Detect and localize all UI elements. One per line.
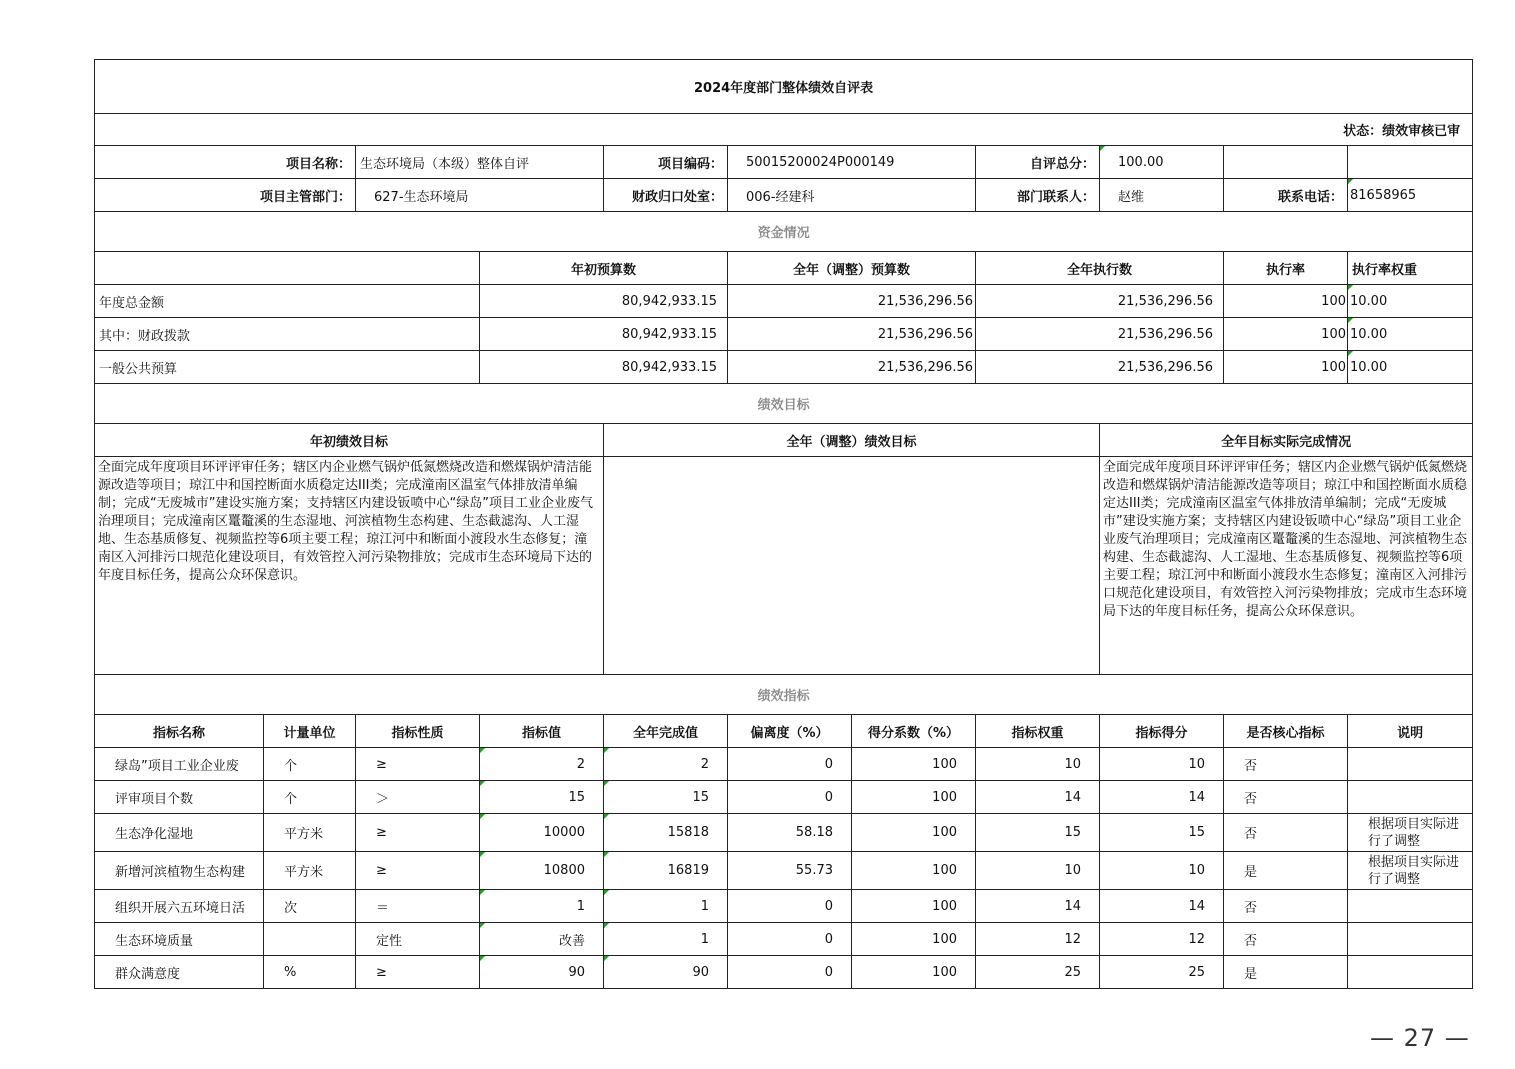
fund-name: 一般公共预算 — [95, 351, 480, 384]
funds-header-initial: 年初预算数 — [480, 252, 728, 285]
goals-header-adjusted: 全年（调整）绩效目标 — [604, 424, 1100, 457]
fund-executed: 21,536,296.56 — [976, 351, 1224, 384]
phone-value: 81658965 — [1348, 179, 1473, 212]
project-name-value: 生态环境局（本级）整体自评 — [356, 146, 604, 179]
ind-header-core: 是否核心指标 — [1224, 715, 1348, 748]
ind-weight: 14 — [976, 890, 1100, 923]
project-name-label: 项目名称： — [95, 146, 356, 179]
page-title: 2024年度部门整体绩效自评表 — [95, 60, 1473, 114]
ind-deviation: 55.73 — [728, 852, 852, 890]
ind-note: 根据项目实际进行了调整 — [1348, 852, 1473, 890]
funds-header-weight: 执行率权重 — [1348, 252, 1473, 285]
ind-nature: ＝ — [356, 890, 480, 923]
ind-name: 组织开展六五环境日活 — [95, 890, 264, 923]
ind-actual: 15 — [604, 781, 728, 814]
goals-section-heading: 绩效目标 — [95, 384, 1473, 424]
ind-coef: 100 — [852, 923, 976, 956]
goals-header-initial: 年初绩效目标 — [95, 424, 604, 457]
fund-adjusted: 21,536,296.56 — [728, 285, 976, 318]
ind-name: 绿岛”项目工业企业废 — [95, 748, 264, 781]
ind-target: 10000 — [480, 814, 604, 852]
funds-header-blank — [95, 252, 480, 285]
finance-value: 006-经建科 — [728, 179, 976, 212]
ind-name: 生态环境质量 — [95, 923, 264, 956]
ind-deviation: 0 — [728, 781, 852, 814]
ind-unit — [264, 923, 356, 956]
ind-header-weight: 指标权重 — [976, 715, 1100, 748]
ind-coef: 100 — [852, 956, 976, 989]
empty-cell — [1348, 146, 1473, 179]
fund-adjusted: 21,536,296.56 — [728, 351, 976, 384]
table-row — [95, 923, 1473, 956]
ind-note — [1348, 923, 1473, 956]
ind-unit: 个 — [264, 748, 356, 781]
ind-score: 15 — [1100, 814, 1224, 852]
fund-rate: 100 — [1224, 285, 1348, 318]
ind-header-actual: 全年完成值 — [604, 715, 728, 748]
fund-initial: 80,942,933.15 — [480, 318, 728, 351]
ind-coef: 100 — [852, 852, 976, 890]
ind-nature: ≥ — [356, 814, 480, 852]
dept-value: 627-生态环境局 — [356, 179, 604, 212]
ind-score: 10 — [1100, 748, 1224, 781]
indicators-section-heading: 绩效指标 — [95, 675, 1473, 715]
ind-coef: 100 — [852, 890, 976, 923]
fund-weight: 10.00 — [1348, 285, 1473, 318]
ind-header-coef: 得分系数（%） — [852, 715, 976, 748]
ind-core: 否 — [1224, 890, 1348, 923]
ind-weight: 12 — [976, 923, 1100, 956]
fund-executed: 21,536,296.56 — [976, 285, 1224, 318]
ind-unit: % — [264, 956, 356, 989]
total-score-value: 100.00 — [1100, 146, 1224, 179]
ind-name: 评审项目个数 — [95, 781, 264, 814]
page-number: — 27 — — [1370, 1024, 1470, 1052]
fund-initial: 80,942,933.15 — [480, 351, 728, 384]
goal-adjusted-text — [604, 457, 1100, 675]
ind-weight: 14 — [976, 781, 1100, 814]
ind-nature: 定性 — [356, 923, 480, 956]
total-score-label: 自评总分： — [976, 146, 1100, 179]
ind-nature: ≥ — [356, 852, 480, 890]
ind-weight: 15 — [976, 814, 1100, 852]
funds-section-heading: 资金情况 — [95, 212, 1473, 252]
fund-initial: 80,942,933.15 — [480, 285, 728, 318]
table-row — [95, 814, 1473, 852]
ind-target: 90 — [480, 956, 604, 989]
ind-target: 10800 — [480, 852, 604, 890]
ind-core: 否 — [1224, 748, 1348, 781]
ind-actual: 2 — [604, 748, 728, 781]
fund-executed: 21,536,296.56 — [976, 318, 1224, 351]
ind-coef: 100 — [852, 781, 976, 814]
ind-header-note: 说明 — [1348, 715, 1473, 748]
ind-deviation: 0 — [728, 956, 852, 989]
project-code-value: 50015200024P000149 — [728, 146, 976, 179]
ind-coef: 100 — [852, 748, 976, 781]
ind-deviation: 0 — [728, 890, 852, 923]
table-row — [95, 285, 1473, 318]
ind-header-target: 指标值 — [480, 715, 604, 748]
ind-name: 群众满意度 — [95, 956, 264, 989]
ind-name: 生态净化湿地 — [95, 814, 264, 852]
table-row — [95, 351, 1473, 384]
ind-actual: 1 — [604, 923, 728, 956]
dept-label: 项目主管部门： — [95, 179, 356, 212]
table-row — [95, 956, 1473, 989]
ind-deviation: 0 — [728, 748, 852, 781]
fund-name: 年度总金额 — [95, 285, 480, 318]
phone-label: 联系电话： — [1224, 179, 1348, 212]
goal-actual-text: 全面完成年度项目环评评审任务；辖区内企业燃气锅炉低氮燃烧改造和燃煤锅炉清洁能源改造等项目；琼江中和国控断面水质稳定达III类；完成潼南区温室气体排放清单编制；完成“无废城市”建设实施方案；支持辖区内建设钣喷中心“绿岛”项目工业企业废气治理项目；完成潼南区鼍鼇溪的生态湿地、河滨植物生态构建、生态截滤沟、人工湿地、生态基质修复、视频监控等6项主要工程；琼江河中和断面小渡段水生态修复；潼南区入河排污口规范化建设项目，有效管控入河污染物排放；完成市生态环境局下达的年度目标任务，提高公众环保意识。 — [1100, 457, 1473, 675]
ind-unit: 次 — [264, 890, 356, 923]
project-code-label: 项目编码： — [604, 146, 728, 179]
ind-unit: 平方米 — [264, 852, 356, 890]
ind-note — [1348, 956, 1473, 989]
table-row — [95, 748, 1473, 781]
table-row — [95, 781, 1473, 814]
ind-nature: ＞ — [356, 781, 480, 814]
ind-nature: ≥ — [356, 956, 480, 989]
ind-score: 14 — [1100, 781, 1224, 814]
ind-name: 新增河滨植物生态构建 — [95, 852, 264, 890]
ind-target: 2 — [480, 748, 604, 781]
ind-coef: 100 — [852, 814, 976, 852]
ind-score: 25 — [1100, 956, 1224, 989]
ind-target: 改善 — [480, 923, 604, 956]
ind-header-score: 指标得分 — [1100, 715, 1224, 748]
ind-note — [1348, 781, 1473, 814]
funds-header-rate: 执行率 — [1224, 252, 1348, 285]
ind-actual: 1 — [604, 890, 728, 923]
ind-actual: 16819 — [604, 852, 728, 890]
ind-core: 否 — [1224, 814, 1348, 852]
table-row — [95, 852, 1473, 890]
funds-header-adjusted: 全年（调整）预算数 — [728, 252, 976, 285]
ind-target: 1 — [480, 890, 604, 923]
fund-weight: 10.00 — [1348, 318, 1473, 351]
ind-core: 否 — [1224, 781, 1348, 814]
fund-adjusted: 21,536,296.56 — [728, 318, 976, 351]
ind-header-nature: 指标性质 — [356, 715, 480, 748]
ind-header-deviation: 偏离度（%） — [728, 715, 852, 748]
ind-weight: 10 — [976, 748, 1100, 781]
ind-core: 否 — [1224, 923, 1348, 956]
table-row — [95, 318, 1473, 351]
ind-weight: 25 — [976, 956, 1100, 989]
status-text: 状态：绩效审核已审 — [95, 114, 1473, 146]
ind-unit: 个 — [264, 781, 356, 814]
finance-label: 财政归口处室： — [604, 179, 728, 212]
ind-note: 根据项目实际进行了调整 — [1348, 814, 1473, 852]
empty-cell — [1224, 146, 1348, 179]
fund-weight: 10.00 — [1348, 351, 1473, 384]
ind-score: 14 — [1100, 890, 1224, 923]
ind-unit: 平方米 — [264, 814, 356, 852]
contact-label: 部门联系人： — [976, 179, 1100, 212]
performance-table — [94, 59, 1473, 989]
funds-header-executed: 全年执行数 — [976, 252, 1224, 285]
ind-deviation: 0 — [728, 923, 852, 956]
ind-header-name: 指标名称 — [95, 715, 264, 748]
table-row — [95, 890, 1473, 923]
ind-weight: 10 — [976, 852, 1100, 890]
ind-deviation: 58.18 — [728, 814, 852, 852]
ind-core: 是 — [1224, 852, 1348, 890]
goals-header-actual: 全年目标实际完成情况 — [1100, 424, 1473, 457]
ind-note — [1348, 748, 1473, 781]
ind-nature: ≥ — [356, 748, 480, 781]
ind-core: 是 — [1224, 956, 1348, 989]
ind-note — [1348, 890, 1473, 923]
fund-rate: 100 — [1224, 318, 1348, 351]
ind-actual: 15818 — [604, 814, 728, 852]
ind-score: 10 — [1100, 852, 1224, 890]
ind-target: 15 — [480, 781, 604, 814]
ind-header-unit: 计量单位 — [264, 715, 356, 748]
fund-name: 其中：财政拨款 — [95, 318, 480, 351]
contact-value: 赵维 — [1100, 179, 1224, 212]
ind-score: 12 — [1100, 923, 1224, 956]
goal-initial-text: 全面完成年度项目环评评审任务；辖区内企业燃气锅炉低氮燃烧改造和燃煤锅炉清洁能源改造等项目；琼江中和国控断面水质稳定达III类；完成潼南区温室气体排放清单编制；完成“无废城市”建设实施方案；支持辖区内建设钣喷中心“绿岛”项目工业企业废气治理项目；完成潼南区鼍鼇溪的生态湿地、河滨植物生态构建、生态截滤沟、人工湿地、生态基质修复、视频监控等6项主要工程；琼江河中和断面小渡段水生态修复；潼南区入河排污口规范化建设项目，有效管控入河污染物排放；完成市生态环境局下达的年度目标任务，提高公众环保意识。 — [95, 457, 604, 675]
ind-actual: 90 — [604, 956, 728, 989]
fund-rate: 100 — [1224, 351, 1348, 384]
